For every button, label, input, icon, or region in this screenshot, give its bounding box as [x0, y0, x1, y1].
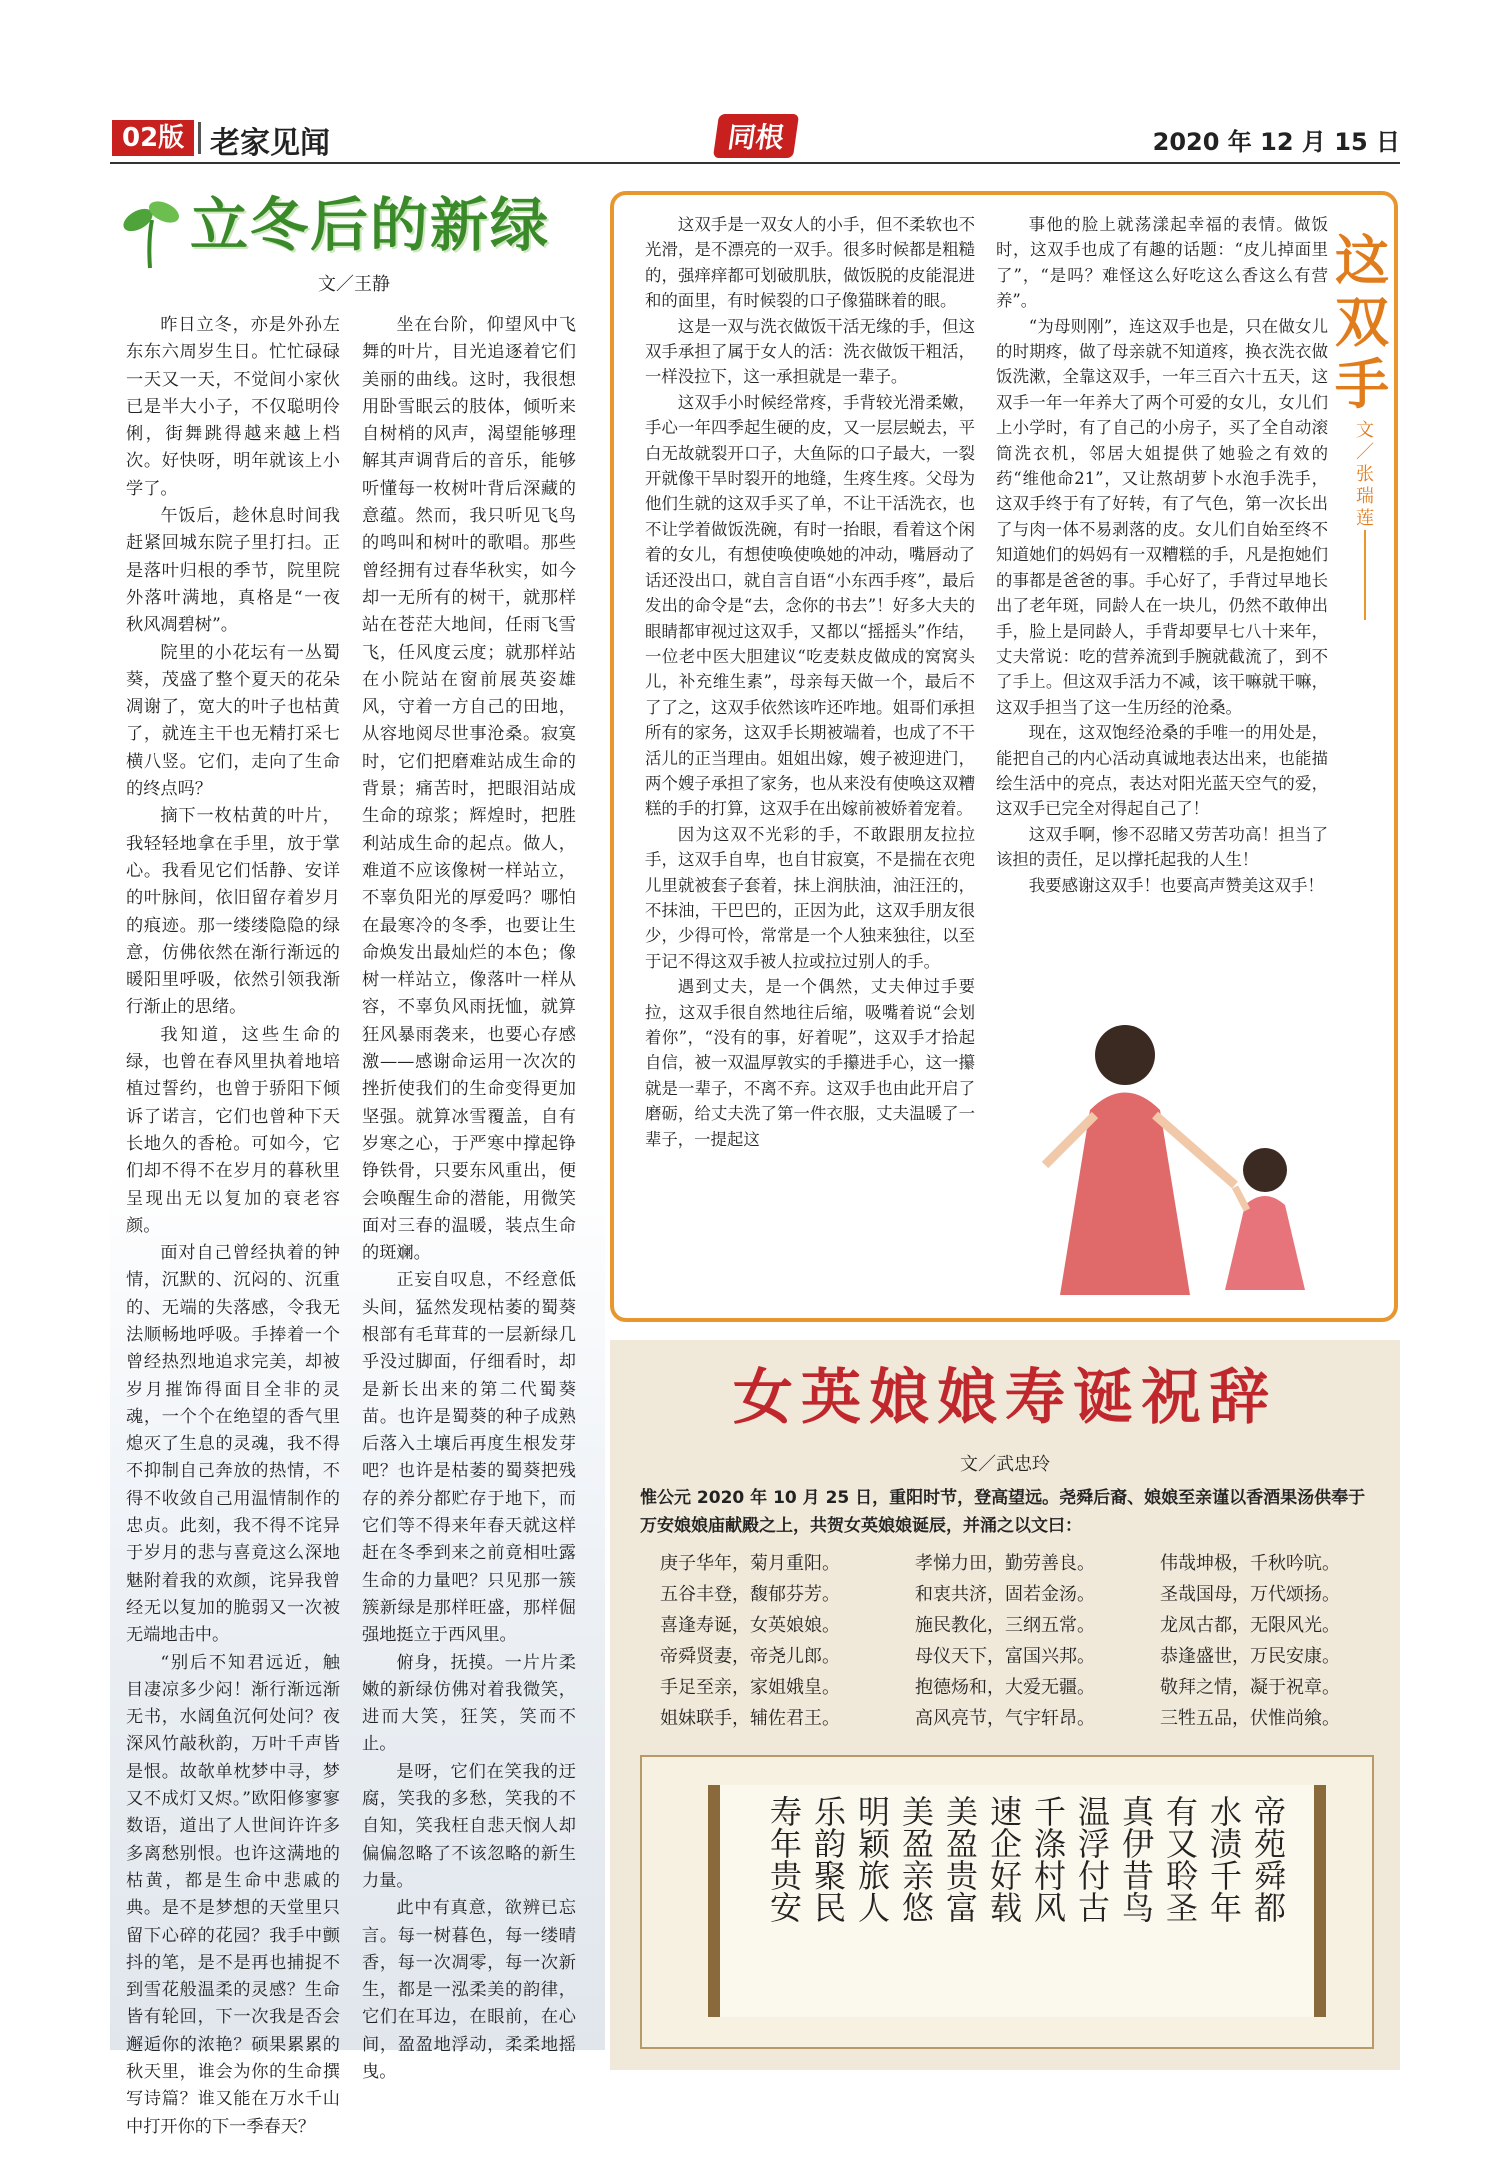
verse-line: 帝舜贤妻，帝尧儿郎。	[660, 1646, 840, 1667]
paragraph: 午饭后，趁休息时间我赶紧回城东院子里打扫。正是落叶归根的季节，院里院外落叶满地，真格是“一夜秋风凋碧树”。	[126, 506, 340, 636]
verse-line: 和衷共济，固若金汤。	[915, 1584, 1095, 1605]
calligraphy-column: 千涤村风	[1029, 1795, 1067, 1923]
article-title: 女英娘娘寿诞祝辞	[733, 1363, 1277, 1433]
verse-line: 孝悌力田，勤劳善良。	[915, 1553, 1095, 1574]
sprout-icon	[120, 190, 180, 270]
paragraph: 事他的脸上就荡漾起幸福的表情。做饭时，这双手也成了有趣的话题：“皮儿掉面里了”，“是吗？难怪这么好吃这么香这么有营养”。	[996, 215, 1328, 311]
calligraphy-column: 美盈亲悠	[897, 1795, 935, 1923]
paragraph: “别后不知君远近，触目凄凉多少闷！渐行渐远渐无书，水阔鱼沉何处问？夜深风竹敲秋韵，万叶千声皆是恨。故欹单枕梦中寻，梦又不成灯又烬。”欧阳修寥寥数语，道出了人世间许许多多离愁别恨。也许这满地的枯黄，都是生命中悲戚的典。是不是梦想的天堂里只留下心碎的花园？我手中颤抖的笔，是不是再也捕捉不到雪花般温柔的灵感？生命皆有轮回，下一次我是否会邂逅你的浓艳？硕果累累的秋天里，谁会为你的生命撰写诗篇？谁又能在万水千山中打开你的下一季春天？	[126, 1652, 340, 2137]
article-title: 立冬后的新绿	[190, 191, 551, 259]
article-byline: 文／武忠玲	[960, 1454, 1050, 1475]
verse-line: 抱德炀和，大爱无疆。	[915, 1677, 1095, 1698]
calligraphy-column: 速企好载	[985, 1795, 1023, 1923]
calligraphy-column: 温浮付古	[1073, 1795, 1111, 1923]
verse-line: 敬拜之情，凝于祝章。	[1160, 1677, 1340, 1698]
verse-line: 喜逢寿诞，女英娘娘。	[660, 1615, 840, 1636]
section-title: 老家见闻	[210, 126, 330, 161]
paragraph: 正妄自叹息，不经意低头间，猛然发现枯萎的蜀葵根部有毛茸茸的一层新绿几乎没过脚面，仔细看时，却是新长出来的第二代蜀葵苗。也许是蜀葵的种子成熟后落入土壤后再度生根发芽吧？也许是枯萎的蜀葵把残存的养分都贮存于地下，而它们等不得来年春天就这样赶在冬季到来之前竟相吐露生命的力量吧？只见那一簇簇新绿是那样旺盛，那样倔强地挺立于西风里。	[362, 1270, 576, 1646]
paragraph: 遇到丈夫，是一个偶然，丈夫伸过手要拉，这双手很自然地往后缩，吸嘴着说“会划着你”，“没有的事，好着呢”，这双手才拾起自信，被一双温厚敦实的手攥进手心，这一攥就是一辈子，不离不弃。这双手也由此开启了磨砺，给丈夫洗了第一件衣服，丈夫温暖了一辈子，一提起这	[645, 977, 975, 1149]
verse-line: 龙凤古都，无限风光。	[1160, 1615, 1340, 1636]
header-separator	[198, 122, 201, 154]
calligraphy-column: 水渍千年	[1205, 1795, 1243, 1923]
paragraph: 现在，这双饱经沧桑的手唯一的用处是，能把自己的内心活动真诚地表达出来，也能描绘生活中的亮点，表达对阳光蓝天空气的爱，这双手已完全对得起自己了！	[996, 723, 1328, 819]
article-column-1	[126, 312, 340, 2141]
paragraph: 昨日立冬，亦是外孙左东东六周岁生日。忙忙碌碌一天又一天，不觉间小家伙已是半大小子，不仅聪明伶俐，街舞跳得越来越上档次。好快呀，明年就该上小学了。	[126, 315, 340, 499]
mother-daughter-illustration	[1015, 1015, 1375, 1305]
paragraph: 这双手是一双女人的小手，但不柔软也不光滑，是不漂亮的一双手。很多时候都是粗糙的，强痒痒都可划破肌肤，做饭脱的皮能混进和的面里，有时候裂的口子像猫眯着的眼。	[645, 215, 975, 311]
verse-column-1	[660, 1548, 880, 1734]
verse-line: 五谷丰登，馥郁芬芳。	[660, 1584, 840, 1605]
verse-line: 伟哉坤极，千秋吟吭。	[1160, 1553, 1340, 1574]
calligraphy-column: 乐韵聚民	[809, 1795, 847, 1923]
paragraph: 这双手啊，惨不忍睹又劳苦功高！担当了该担的责任，足以撑托起我的人生！	[996, 824, 1328, 870]
paragraph: “为母则刚”，连这双手也是，只在做女儿的时期疼，做了母亲就不知道疼，换衣洗衣做饭洗漱，全靠这双手，一年三百六十五天，这双手一年一年养大了两个可爱的女儿，女儿们上小学时，有了自己的小房子，买了全自动滚筒洗衣机，邻居大姐提供了她验之有效的药“维他命21”，又让熬胡萝卜水泡手洗手，这双手终于有了好转，有了气色，第一次长出了与肉一体不易剥落的皮。女儿们自始至终不知道她们的妈妈有一双糟糕的手，凡是抱她们的事都是爸爸的事。手心好了，手背过早地长出了老年斑，同龄人在一块儿，仍然不敢伸出手，脸上是同龄人，手背却要早七八十来年，丈夫常说：吃的营养流到手腕就截流了，到不了手上。但这双手活力不减，该干嘛就干嘛，这双手担当了这一生历经的沧桑。	[996, 316, 1328, 717]
calligraphy-column: 有又聆圣	[1161, 1795, 1199, 1923]
paragraph: 这是一双与洗衣做饭干活无缘的手，但这双手承担了属于女人的活：洗衣做饭干粗活，一样没拉下，这一承担就是一辈子。	[645, 316, 975, 387]
verse-line: 圣哉国母，万代颂扬。	[1160, 1584, 1340, 1605]
edition-badge: 02版	[112, 120, 194, 156]
article-byline: 文／王静	[318, 274, 390, 295]
calligraphy-column: 帝苑舜都	[1249, 1795, 1287, 1923]
verse-column-2	[915, 1548, 1135, 1734]
paragraph: 坐在台阶，仰望风中飞舞的叶片，目光追逐着它们美丽的曲线。这时，我很想用卧雪眠云的肢体，倾听来自树梢的风声，渴望能够理解其声调背后的音乐，能够听懂每一枚树叶背后深藏的意蕴。然而，我只听见飞鸟的鸣叫和树叶的歌唱。那些曾经拥有过春华秋实，如今却一无所有的树干，就那样站在苍茫大地间，任雨飞雪飞，任风度云度；就那样站在小院站在窗前展英姿雄风，守着一方自己的田地，从容地阅尽世事沧桑。寂寞时，它们把磨难站成生命的背景；痛苦时，把眼泪站成生命的琼浆；辉煌时，把胜利站成生命的起点。做人，难道不应该像树一样站立，不辜负阳光的厚爱吗？哪怕在最寒冷的冬季，也要让生命焕发出最灿烂的本色；像树一样站立，像落叶一样从容，不辜负风雨抚恤，就算狂风暴雨袭来，也要心存感激——感谢命运用一次次的挫折使我们的生命变得更加坚强。就算冰雪覆盖，自有岁寒之心，于严寒中撑起铮铮铁骨，只要东风重出，便会唤醒生命的潜能，用微笑面对三春的温暖，装点生命的斑斓。	[362, 315, 576, 1264]
verse-column-3	[1160, 1548, 1380, 1734]
paragraph: 院里的小花坛有一丛蜀葵，茂盛了整个夏天的花朵凋谢了，宽大的叶子也枯黄了，就连主干也无精打采七横八竖。它们，走向了生命的终点吗？	[126, 642, 340, 800]
verse-line: 恭逢盛世，万民安康。	[1160, 1646, 1340, 1667]
calligraphy-column: 明颖旅人	[853, 1795, 891, 1923]
calligraphy-column: 真伊昔鸟	[1117, 1795, 1155, 1923]
calligraphy-column: 美盈贵富	[941, 1795, 979, 1923]
paragraph: 我要感谢这双手！也要高声赞美这双手！	[1028, 875, 1324, 895]
article-title: 这双手	[1335, 229, 1389, 416]
verse-line: 高风亮节，气宇轩昂。	[915, 1708, 1095, 1729]
paragraph: 此中有真意，欲辨已忘言。每一树暮色，每一缕晴香，每一次凋零，每一次新生，都是一泓柔美的韵律，它们在耳边，在眼前，在心间，盈盈地浮动，柔柔地摇曳。	[362, 1898, 576, 2082]
verse-line: 施民教化，三纲五常。	[915, 1615, 1095, 1636]
verse-line: 手足至亲，家姐娥皇。	[660, 1677, 840, 1698]
paragraph: 是呀，它们在笑我的迂腐，笑我的多愁，笑我的不自知，笑我枉自悲天悯人却偏偏忽略了不该忽略的新生力量。	[362, 1761, 576, 1891]
title-rule	[1364, 530, 1366, 620]
paragraph: 这双手小时候经常疼，手背较光滑柔嫩，手心一年四季起生硬的皮，又一层层蜕去，平白无故就裂开口子，大鱼际的口子最大，一裂开就像干旱时裂开的地缝，生疼生疼。父母为他们生就的这双手买了单，不让干活洗衣，也不让学着做饭洗碗，有时一抬眼，看着这个闲着的女儿，有想使唤使唤她的冲动，嘴唇动了话还没出口，就自言自语“小东西手疼”，最后发出的命令是“去，念你的书去”！好多大夫的眼睛都审视过这双手，又都以“摇摇头”作结，一位老中医大胆建议“吃麦麸皮做成的窝窝头儿，补充维生素”，母亲每天做一个，最后不了了之，这双手依然该咋还咋地。姐哥们承担所有的家务，这双手长期被端着，也成了不干活儿的正当理由。姐姐出嫁，嫂子被迎进门，两个嫂子承担了家务，也从来没有使唤这双糟糕的手的打算，这双手在出嫁前被娇着宠着。	[645, 392, 975, 819]
article-column-2	[996, 212, 1328, 898]
paragraph: 我知道，这些生命的绿，也曾在春风里执着地培植过誓约，也曾于骄阳下倾诉了诺言，它们也曾种下天长地久的香枪。可如今，它们却不得不在岁月的暮秋里呈现出无以复加的衰老容颜。	[126, 1024, 340, 1236]
verse-line: 庚子华年，菊月重阳。	[660, 1553, 840, 1574]
verse-line: 三牲五品，伏惟尚飨。	[1160, 1708, 1340, 1729]
tribute-intro: 惟公元 2020 年 10 月 25 日，重阳时节，登高望远。尧舜后裔、娘娘至亲谨以香酒果汤供奉于万安娘娘庙献殿之上，共贺女英娘娘诞辰，并涌之以文曰：	[640, 1488, 1366, 1536]
header-rule	[110, 162, 1400, 164]
verse-line: 母仪天下，富国兴邦。	[915, 1646, 1095, 1667]
paragraph: 因为这双不光彩的手，不敢跟朋友拉拉手，这双手自卑，也自甘寂寞，不是揣在衣兜儿里就被套子套着，抹上润肤油，油汪汪的，不抹油，干巴巴的，正因为此，这双手朋友很少，少得可怜，常常是一个人独来独往，以至于记不得这双手被人拉或拉过别人的手。	[645, 824, 975, 971]
masthead-logo: 同根	[713, 114, 799, 158]
paragraph: 俯身，抚摸。一片片柔嫩的新绿仿佛对着我微笑，进而大笑，狂笑，笑而不止。	[362, 1652, 576, 1755]
paragraph: 摘下一枚枯黄的叶片，我轻轻地拿在手里，放于掌心。我看见它们恬静、安详的叶脉间，依旧留存着岁月的痕迹。那一缕缕隐隐的绿意，仿佛依然在渐行渐远的暖阳里呼吸，依然引领我渐行渐止的思绪。	[126, 806, 340, 1018]
issue-date: 2020 年 12 月 15 日	[1152, 128, 1400, 156]
paragraph: 面对自己曾经执着的钟情，沉默的、沉闷的、沉重的、无端的失落感，令我无法顺畅地呼吸。手捧着一个曾经热烈地追求完美，却被岁月摧饰得面目全非的灵魂，一个个在绝望的香气里熄灭了生息的灵魂，我不得不抑制自己奔放的热情，不得不收敛自己用温情制作的忠贞。此刻，我不得不诧异于岁月的悲与喜竟这么深地魅附着我的欢颜，诧异我曾经无以复加的脆弱又一次被无端地击中。	[126, 1243, 340, 1646]
article-column-2	[362, 312, 576, 2086]
article-byline: 文／张瑞莲	[1356, 420, 1374, 529]
verse-line: 姐妹联手，辅佐君王。	[660, 1708, 840, 1729]
article-column-1	[645, 212, 975, 1152]
calligraphy-text	[730, 1795, 1290, 2010]
calligraphy-column: 寿年贵安	[765, 1795, 803, 1923]
